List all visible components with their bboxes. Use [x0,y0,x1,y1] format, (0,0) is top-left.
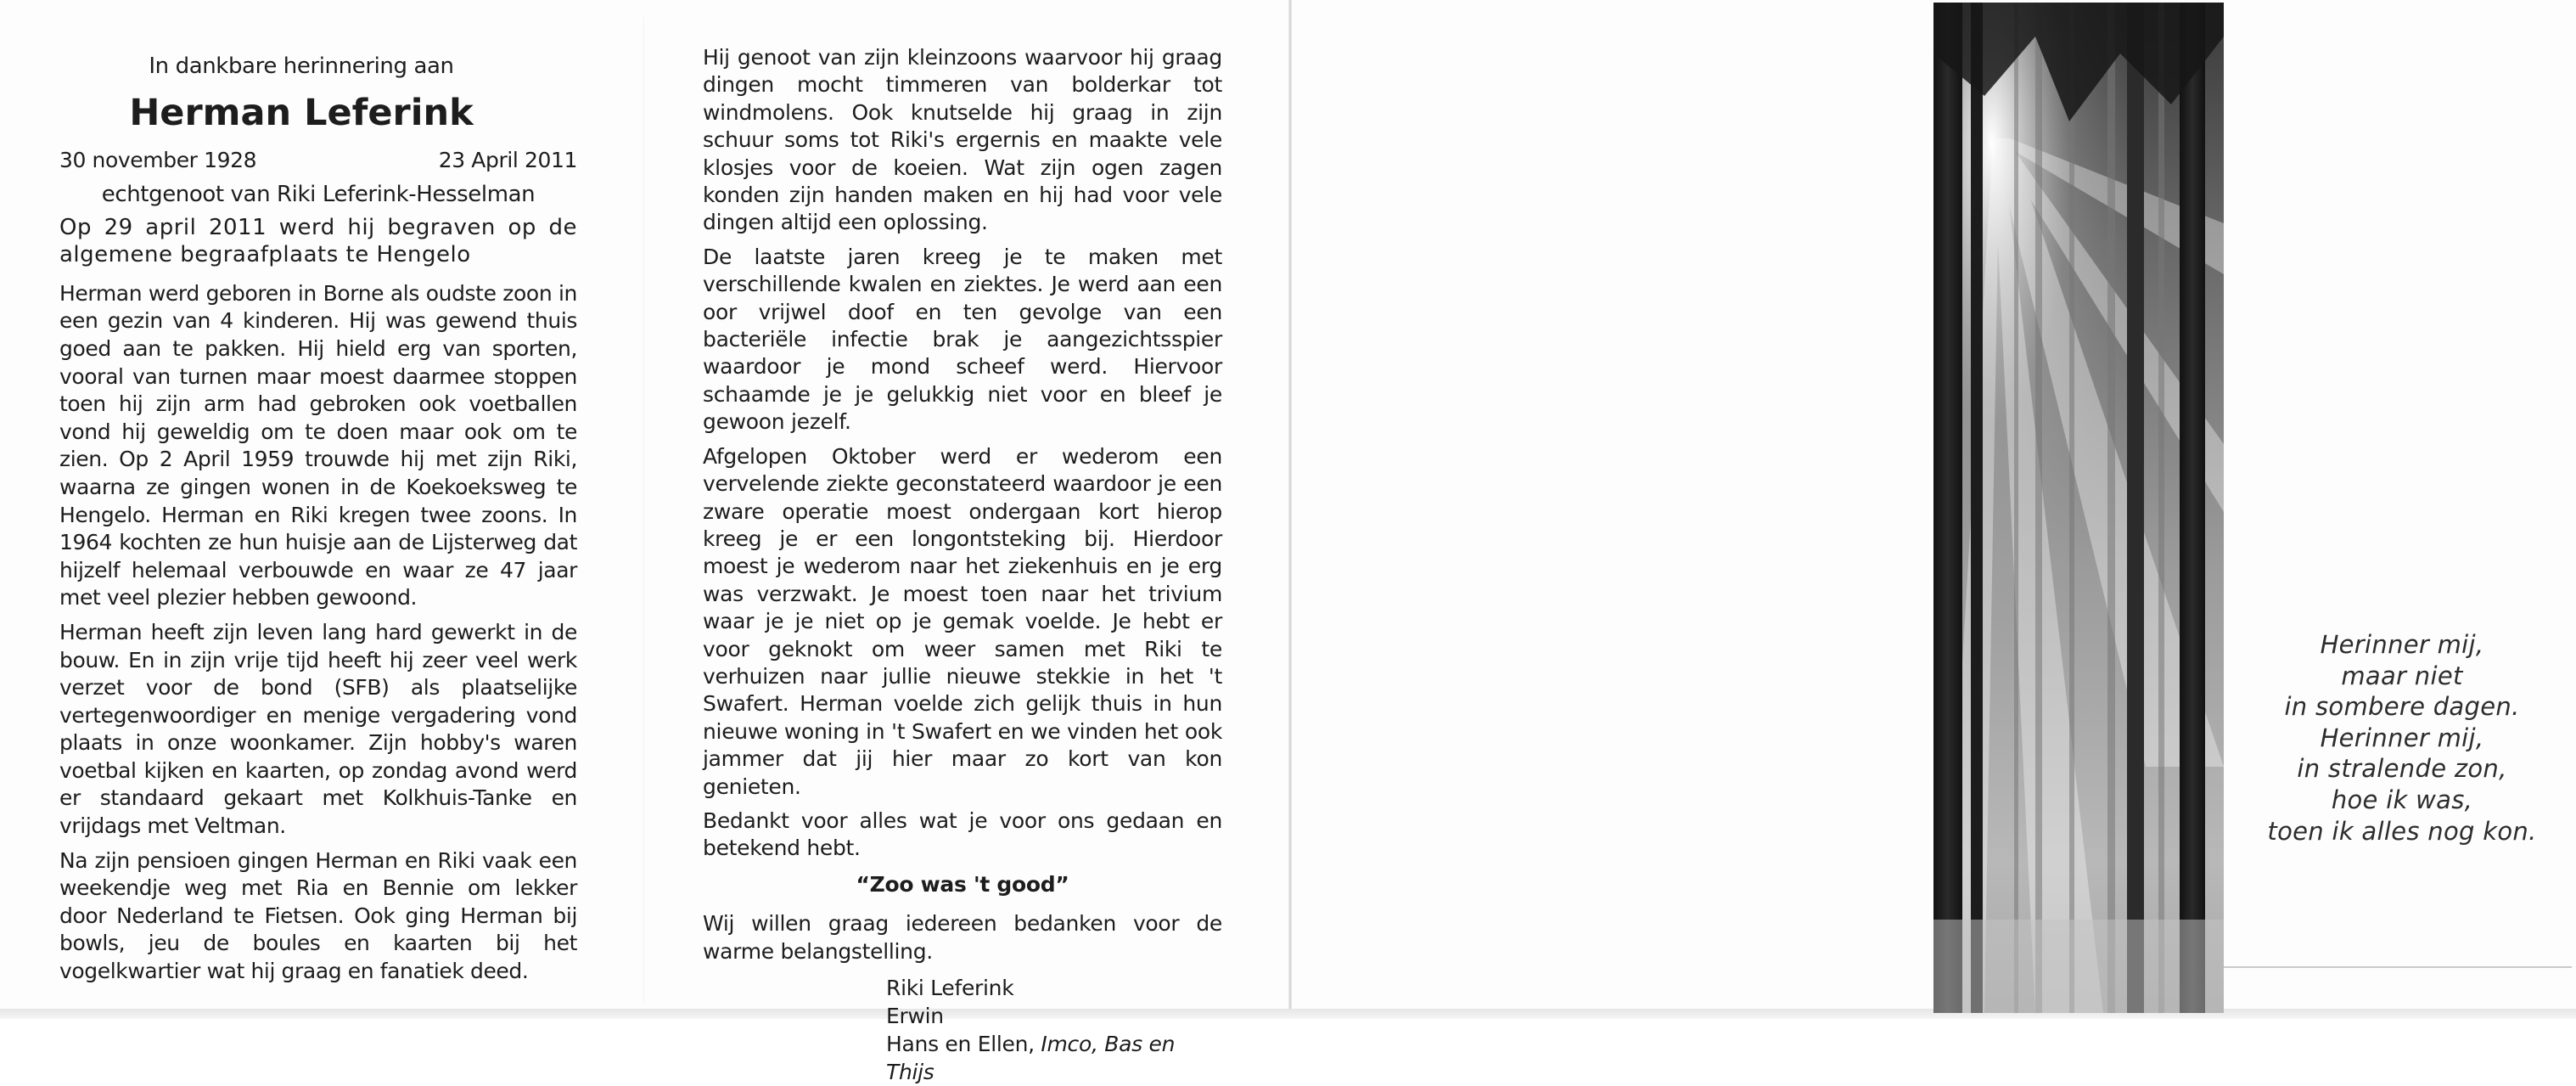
poem-line: maar niet [2341,661,2463,690]
poem [2241,629,2563,847]
poem-divider [2224,966,2572,968]
signatures [886,974,1222,1086]
card-fold [1288,0,1292,1019]
thanks-text: Wij willen graag iedereen bedanken voor de warme belangstelling. [703,911,1222,964]
grandchildren-names: Imco, Bas en Thijs [886,1032,1176,1084]
forest-photo-image [1933,3,2224,1013]
biography-paragraph: De laatste jaren kreeg je te maken met verschillende kwalen en ziektes. Je werd aan een oor vrijwel doof en ten gevolge van een bacteriële infectie brak je aangezichtsspier waardoor je mond scheef werd. Hiervoor schaamde je je gelukkig niet voor en bleef je gewoon jezelf. [703,244,1222,435]
intro-text: In dankbare herinnering aan [149,53,454,79]
life-dates [59,147,577,175]
gratitude-paragraph: Bedankt voor alles wat je voor ons gedaan en betekend hebt. [703,807,1222,861]
left-column [59,53,577,993]
signature-line [886,1030,1222,1086]
birth-date: 30 november 1928 [59,147,257,172]
poem-line: in sombere dagen. [2284,692,2520,722]
biography-paragraph: Na zijn pensioen gingen Herman en Riki vaak een weekendje weg met Ria en Bennie om lekker door Nederland te Fietsen. Ook ging Herman bij bowls, jeu de boules en kaarten bij het vogelkwartier wat hij graag en fanatiek deed. [59,847,577,984]
biography-paragraph: Herman heeft zijn leven lang hard gewerkt in de bouw. En in zijn vrije tijd heeft hij zeer veel werk verzet voor de bond (SFB) als plaatselijke vertegenwoordiger en menige vergadering vond plaats in onze woonkamer. Zijn hobby's waren voetbal kijken en kaarten, op zondag avond werd er standaard gekaart met Kolkhuis-Tanke en vrijdags met Veltman. [59,619,577,839]
biography-paragraph: Hij genoot van zijn kleinzoons waarvoor hij graag dingen mocht timmeren van bolderkar tot windmolens. Ook knutselde hij graag in zijn schuur soms tot Riki's ergernis en maakte vele klosjes voor de koeien. Wat zijn ogen zagen konden zijn handen maken en hij had voor vele dingen altijd een oplossing. [703,45,1222,235]
poem-line: Herinner mij, [2320,723,2484,752]
biography-paragraph: Herman werd geboren in Borne als oudste zoon in een gezin van 4 kinderen. Hij was gewend thuis goed aan te pakken. Hij hield erg van sporten, vooral van turnen maar moest daarmee stoppen toen hij zijn arm had gebroken ook voetballen vond hij geweldig om te doen maar ook om te zien. Op 2 April 1959 trouwde hij met zijn Riki, waarna ze gingen wonen in de Koekoeksweg te Hengelo. Herman en Riki kregen twee zoons. In 1964 kochten ze hun huisje aan de Lijsterweg dat hijzelf helemaal verbouwde en waar ze 47 jaar met veel plezier hebben gewoond. [59,280,577,611]
signature-line: Riki Leferink [886,976,1014,1000]
poem-line: in stralende zon, [2297,754,2507,784]
poem-line: toen ik alles nog kon. [2267,816,2537,846]
biography-paragraph: Afgelopen Oktober werd er wederom een vervelende ziekte geconstateerd waardoor je een zware operatie moest ondergaan kort hierop kreeg je er een longontsteking bij. Hierdoor moest je wederom naar het ziekenhuis en je erg was verzwakt. Je moest toen naar het trivium waar je je niet op je gemak voelde. Je hebt er voor geknokt om weer samen met Riki te verhuizen naar jullie nieuwe stekkie in het 't Swafert. Herman voelde zich gelijk thuis in hun nieuwe woning in 't Swafert en we vinden het ook jammer dat jij hier maar zo kort van kon genieten. [703,443,1222,799]
middle-column [703,44,1222,1086]
poem-line: Herinner mij, [2320,630,2484,659]
spouse-text: echtgenoot van Riki Leferink-Hesselman [101,182,536,208]
signature-line: Erwin [886,1004,944,1028]
forest-sunbeams-photo [1933,3,2224,1013]
motto: “Zoo was 't good” [856,871,1069,897]
signature-names: Hans en Ellen, [886,1032,1041,1056]
death-date: 23 April 2011 [438,147,577,172]
deceased-name: Herman Leferink [129,91,474,134]
burial-text: Op 29 april 2011 werd hij begraven op de algemene begraafplaats te Hengelo [59,214,577,267]
column-divider [643,17,644,1002]
poem-line: hoe ik was, [2331,785,2473,814]
